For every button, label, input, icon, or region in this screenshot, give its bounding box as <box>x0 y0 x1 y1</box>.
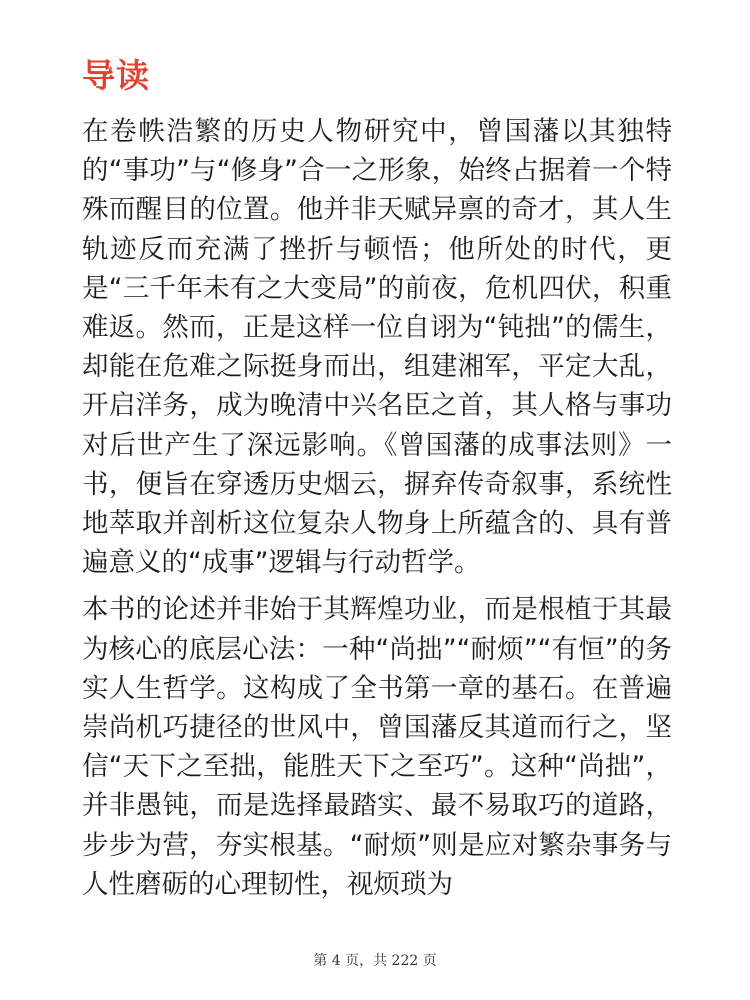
section-heading: 导读 <box>82 56 150 95</box>
body-text <box>82 112 672 912</box>
paragraph-1: 在卷帙浩繁的历史人物研究中，曾国藩以其独特的“事功”与“修身”合一之形象，始终占据着一个特殊而醒目的位置。他并非天赋异禀的奇才，其人生轨迹反而充满了挫折与顿悟；他所处的时代，更是“三千年未有之大变局”的前夜，危机四伏，积重难返。然而，正是这样一位自诩为“钝拙”的儒生，却能在危难之际挺身而出，组建湘军，平定大乱，开启洋务，成为晚清中兴名臣之首，其人格与事功对后世产生了深远影响。《曾国藩的成事法则》一书，便旨在穿透历史烟云，摒弃传奇叙事，系统性地萃取并剖析这位复杂人物身上所蕴含的、具有普遍意义的“成事”逻辑与行动哲学。 <box>82 116 672 579</box>
paragraph-2: 本书的论述并非始于其辉煌功业，而是根植于其最为核心的底层心法：一种“尚拙”“耐烦”“有恒”的务实人生哲学。这构成了全书第一章的基石。在普遍崇尚机巧捷径的世风中，曾国藩反其道而行之，坚信“天下之至拙，能胜天下之至巧”。这种“尚拙”，并非愚钝，而是选择最踏实、最不易取巧的道路，步步为营，夯实根基。“耐烦”则是应对繁杂事务与人性磨砺的心理韧性，视烦琐为 <box>82 594 672 900</box>
page-number-footer: 第 4 页，共 222 页 <box>313 953 437 969</box>
